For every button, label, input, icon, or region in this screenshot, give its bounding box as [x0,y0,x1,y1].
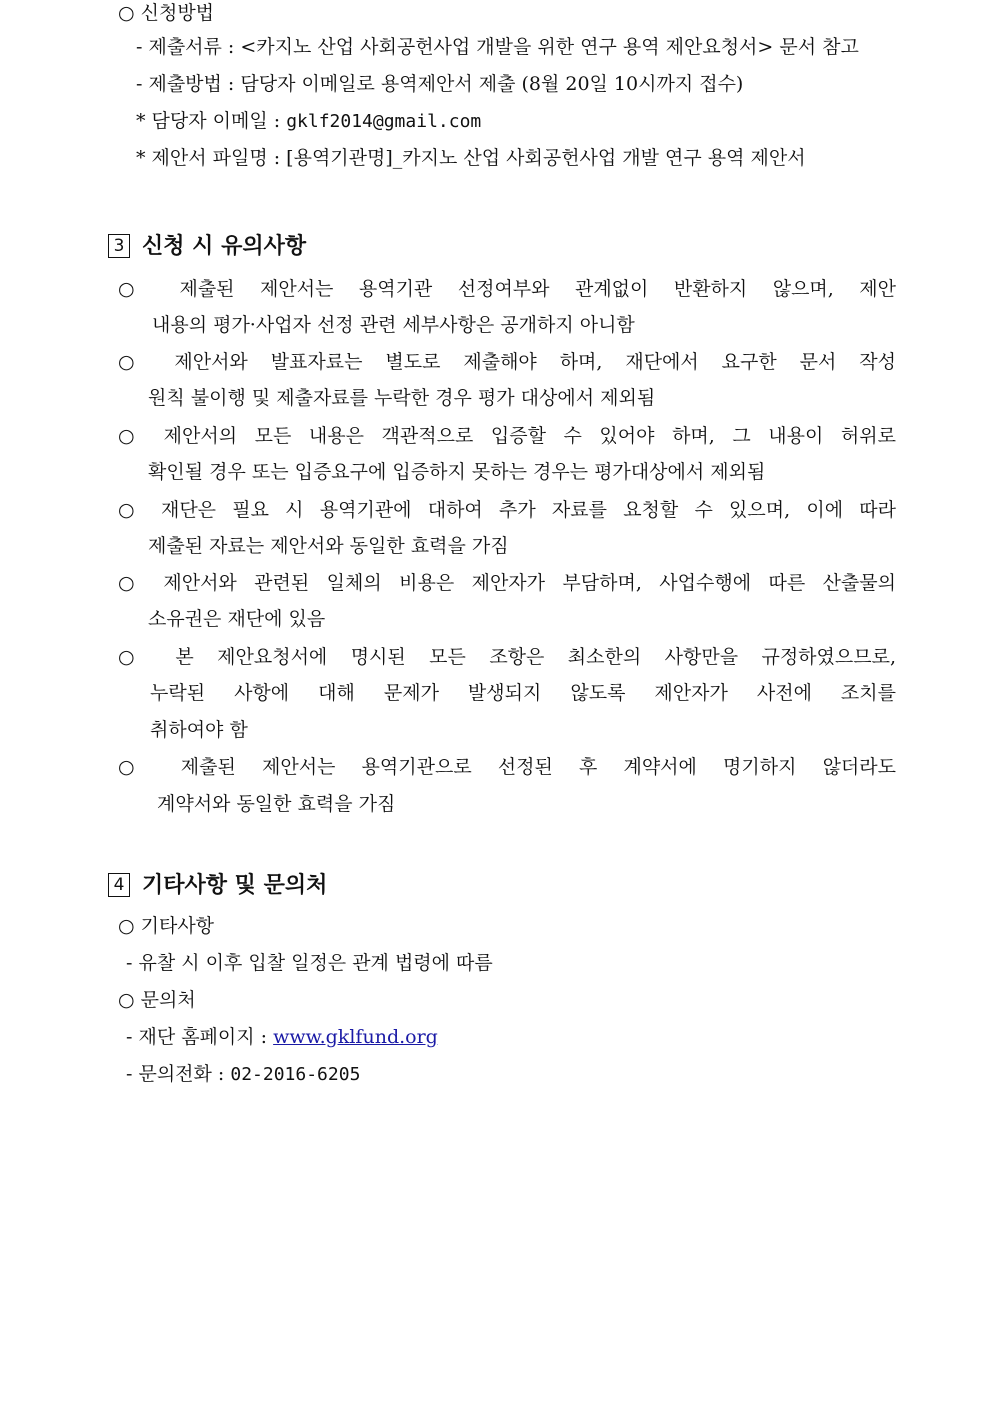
contact-email-line [136,108,481,134]
notice-item-6-line-1: ○ 본 제안요청서에 명시된 모든 조항은 최소한의 사항만을 규정하였으므로, [118,646,896,668]
submit-documents-line: - 제출서류 : <카지노 산업 사회공헌사업 개발을 위한 연구 용역 제안요청서> 문서 참고 [136,36,859,58]
section-4-title: 기타사항 및 문의처 [142,873,328,898]
etc-title: ○ 기타사항 [118,915,215,937]
phone-label: - 문의전화 : [126,1063,231,1085]
homepage-label: - 재단 홈페이지 : [126,1026,274,1048]
phone-number: 02-2016-6205 [230,1064,361,1085]
notice-item-3-line-1: ○ 제안서의 모든 내용은 객관적으로 입증할 수 있어야 하며, 그 내용이 허위로 [118,425,896,447]
proposal-filename-line: * 제안서 파일명 : [용역기관명]_카지노 산업 사회공헌사업 개발 연구 용역 제안서 [136,147,806,169]
notice-item-4-line-1: ○ 재단은 필요 시 용역기관에 대하여 추가 자료를 요청할 수 있으며, 이에 따라 [118,499,896,521]
notice-item-4-line-2: 제출된 자료는 제안서와 동일한 효력을 가짐 [148,535,509,557]
submit-method-line: - 제출방법 : 담당자 이메일로 용역제안서 제출 (8월 20일 10시까지 접수) [136,73,744,95]
notice-item-7-line-1: ○ 제출된 제안서는 용역기관으로 선정된 후 계약서에 명기하지 않더라도 [118,756,896,778]
notice-item-6-line-2: 누락된 사항에 대해 문제가 발생되지 않도록 제안자가 사전에 조치를 [150,682,896,704]
notice-item-6-line-3: 취하여야 함 [150,719,248,741]
notice-item-2-line-1: ○ 제안서와 발표자료는 별도로 제출해야 하며, 재단에서 요구한 문서 작성 [118,351,896,373]
notice-item-3-line-2: 확인될 경우 또는 입증요구에 입증하지 못하는 경우는 평가대상에서 제외됨 [148,461,766,483]
notice-item-7-line-2: 계약서와 동일한 효력을 가짐 [157,793,396,815]
contact-email-value[interactable]: gklf2014@gmail.com [286,111,482,132]
contact-email-label: * 담당자 이메일 : [136,110,287,132]
section-3-number: 3 [108,234,130,258]
homepage-line [126,1024,438,1050]
section-3-heading [108,232,306,262]
contact-title: ○ 문의처 [118,989,196,1011]
apply-method-title: ○ 신청방법 [118,2,215,24]
notice-item-5-line-2: 소유권은 재단에 있음 [148,608,326,630]
phone-line [126,1061,360,1087]
section-4-number: 4 [108,873,130,897]
section-4-heading [108,871,327,901]
notice-item-1-line-1: ○ 제출된 제안서는 용역기관 선정여부와 관계없이 반환하지 않으며, 제안 [118,278,896,300]
notice-item-5-line-1: ○ 제안서와 관련된 일체의 비용은 제안자가 부담하며, 사업수행에 따른 산출물의 [118,572,896,594]
section-3-title: 신청 시 유의사항 [142,234,307,259]
homepage-link[interactable]: www.gklfund.org [273,1026,438,1048]
notice-item-2-line-2: 원칙 불이행 및 제출자료를 누락한 경우 평가 대상에서 제외됨 [148,387,656,409]
notice-item-1-line-2: 내용의 평가·사업자 선정 관련 세부사항은 공개하지 아니함 [152,314,635,336]
etc-line: - 유찰 시 이후 입찰 일정은 관계 법령에 따름 [126,952,493,974]
